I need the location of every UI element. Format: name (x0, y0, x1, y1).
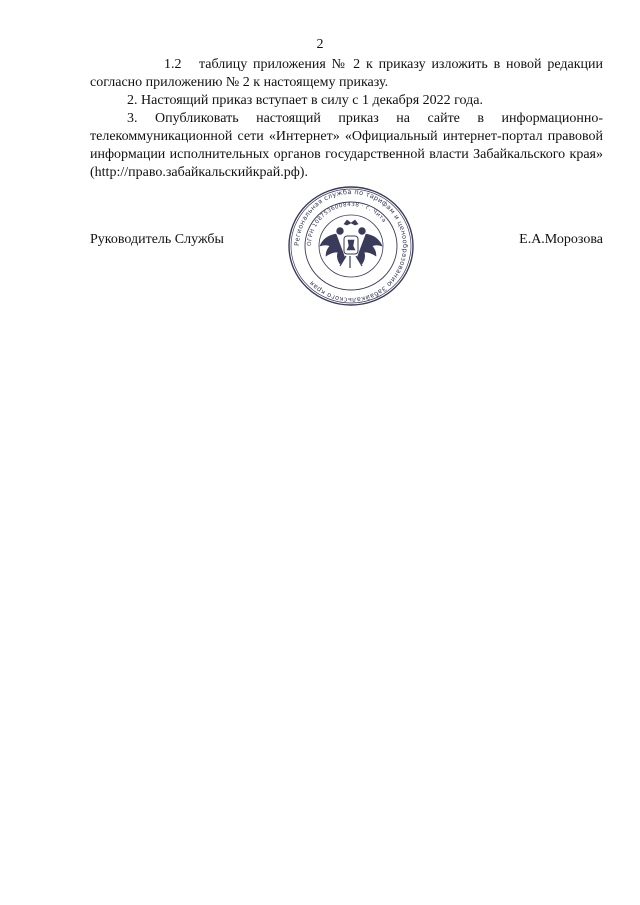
seal-inner-text: ОГРН 1087536008438 · г. Чита (306, 201, 387, 247)
signatory-title: Руководитель Службы (90, 232, 224, 247)
order-body (90, 56, 603, 182)
item-text: таблицу приложения № 2 к приказу изложить в новой редакции согласно приложению № 2 к настоящему приказу. (90, 57, 604, 90)
item-text: Опубликовать настоящий приказ на сайте в информационно-телекоммуникационной сети «Интернет» «Официальный интернет-портал правовой информации исполнительных органов государственной власти Забайкальского края» (http://право.забайкальскийкрай.рф). (90, 111, 604, 180)
item-number: 1.2 (164, 57, 182, 72)
item-number: 3. (127, 111, 138, 126)
seal-icon (284, 184, 418, 308)
official-seal (284, 184, 418, 308)
order-item (90, 110, 603, 182)
item-text: Настоящий приказ вступает в силу с 1 декабря 2022 года. (141, 93, 483, 108)
seal-outer-text: Региональная служба по тарифам и ценообразованию Забайкальского края (292, 187, 410, 305)
order-item (90, 92, 603, 110)
page-number: 2 (316, 37, 324, 52)
item-number: 2. (127, 93, 138, 108)
double-headed-eagle-icon (320, 220, 382, 268)
signatory-name: Е.А.Морозова (519, 232, 603, 247)
order-item (90, 56, 603, 92)
